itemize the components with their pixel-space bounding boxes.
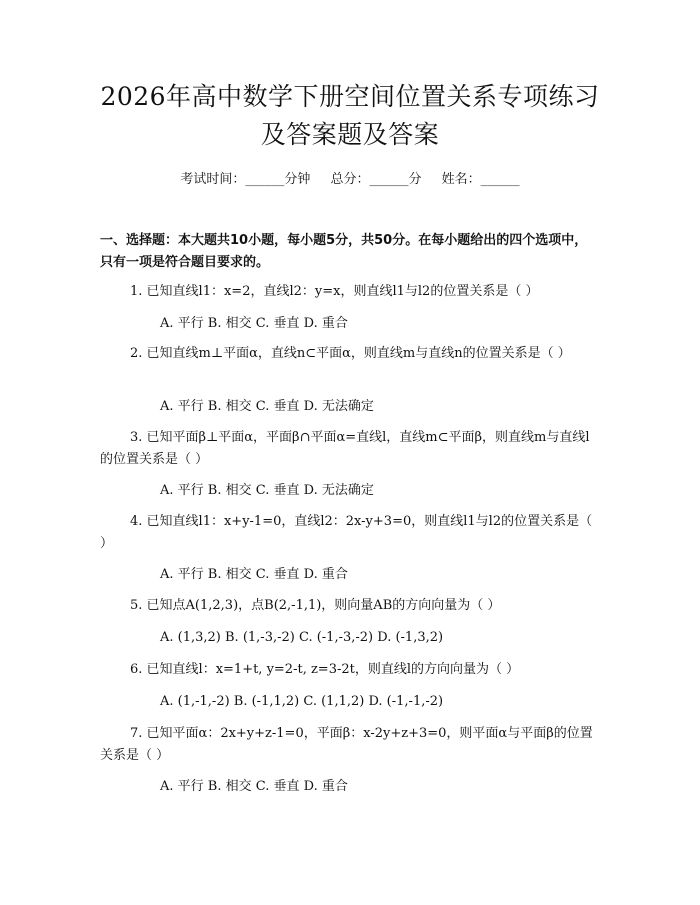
exam-time: 考试时间：______分钟 (180, 172, 311, 187)
question-3: 3. 已知平面β⊥平面α，平面β∩平面α=直线l，直线m⊂平面β，则直线m与直线l的位置关系是（ ） (100, 430, 590, 467)
question-7: 7. 已知平面α：2x+y+z-1=0，平面β：x-2y+z+3=0，则平面α与平面β的位置关系是（ ） (100, 726, 593, 763)
question-3-options: A. 平行 B. 相交 C. 垂直 D. 无法确定 (160, 483, 374, 498)
question-7-options: A. 平行 B. 相交 C. 垂直 D. 重合 (160, 779, 348, 794)
question-6-options: A. (1,-1,-2) B. (-1,1,2) C. (1,1,2) D. (-1,-1,-2) (160, 694, 444, 709)
question-5: 5. 已知点A(1,2,3)，点B(2,-1,1)，则向量AB的方向向量为（ ） (130, 598, 501, 613)
title-line-1: 2026年高中数学下册空间位置关系专项练习 (100, 82, 600, 111)
question-4-options: A. 平行 B. 相交 C. 垂直 D. 重合 (160, 567, 348, 582)
question-1: 1. 已知直线l1：x=2，直线l2：y=x，则直线l1与l2的位置关系是（ ） (130, 284, 539, 299)
question-5-options: A. (1,3,2) B. (1,-3,-2) C. (-1,-3,-2) D. (-1,3,2) (160, 630, 444, 645)
exam-score: 总分：______分 (330, 172, 422, 187)
question-4: 4. 已知直线l1：x+y-1=0，直线l2：2x-y+3=0，则直线l1与l2的位置关系是（ ） (100, 514, 593, 551)
question-2-options: A. 平行 B. 相交 C. 垂直 D. 无法确定 (160, 399, 374, 414)
question-1-options: A. 平行 B. 相交 C. 垂直 D. 重合 (160, 316, 348, 331)
exam-name: 姓名：______ (441, 172, 520, 187)
question-6: 6. 已知直线l：x=1+t, y=2-t, z=3-2t，则直线l的方向向量为（ ） (130, 662, 520, 677)
question-2: 2. 已知直线m⊥平面α，直线n⊂平面α，则直线m与直线n的位置关系是（ ） (130, 346, 571, 361)
exam-info (0, 168, 700, 187)
title-line-2: 及答案题及答案 (260, 120, 440, 149)
section-heading: 一、选择题：本大题共10小题，每小题5分，共50分。在每小题给出的四个选项中，只有一项是符合题目要求的。 (100, 233, 588, 270)
